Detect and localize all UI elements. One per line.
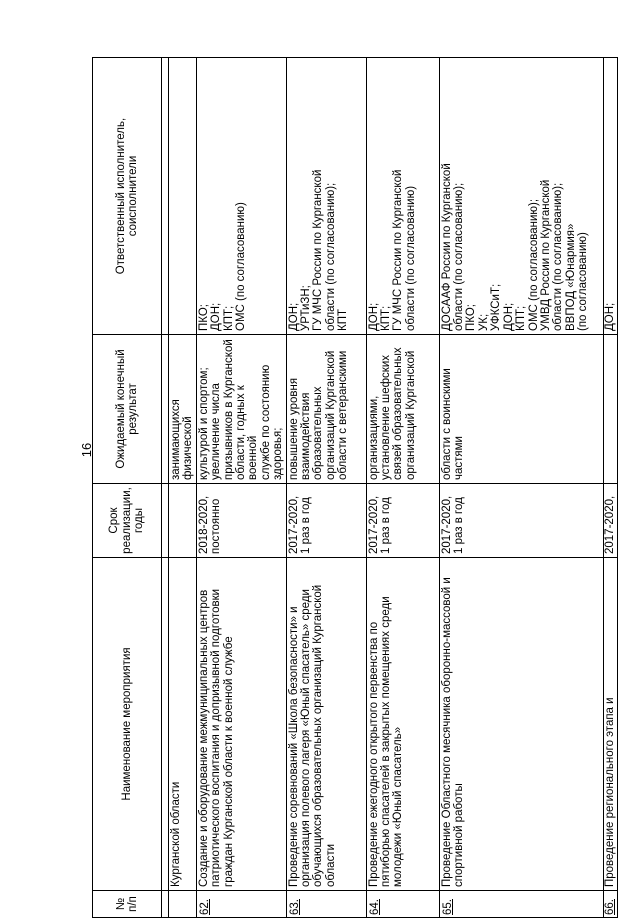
header-event-name: Наименование мероприятия [93,558,162,891]
event-name: Проведение соревнований «Школа безопасности» и организация полевого лагеря «Юный спасатель» среди обучающихся образовательных организаций Курганской области [286,558,366,891]
event-term: 2017-2020, 1 раз в год [366,484,439,558]
event-name: Создание и оборудование межмуниципальных центров патриотического воспитания и допризывной подготовки граждан Курганской области к военной службе [196,558,286,891]
rotated-page [92,58,616,918]
page-number: 16 [79,442,94,458]
event-executors [169,58,197,335]
table-row [169,58,197,918]
events-table [92,57,618,918]
event-name: Курганской области [169,558,197,891]
event-result: занимающихся физической [169,335,197,484]
event-result: культурой и спортом; увеличение числа призывников в Курганской области, годных к военной службе по состоянию здоровья; [196,335,286,484]
table-row [286,58,366,918]
header-term: Срок реализации, годы [93,484,162,558]
row-number: 63. [286,891,366,918]
event-term: 2017-2020, [603,484,617,558]
event-executors: ДОН; КПТ; ГУ МЧС России по Курганской области (по согласованию) [366,58,439,335]
table-row [439,58,603,918]
event-executors: ДОН; [603,58,617,335]
row-number: 64. [366,891,439,918]
event-name: Проведение ежегодного открытого первенства по пятиборью спасателей в закрытых помещениях среди молодежи «Юный спасатель» [366,558,439,891]
row-number [169,891,197,918]
event-result: области с воинскими частями [439,335,603,484]
event-name: Проведение Областного месячника оборонно-массовой и спортивной работы [439,558,603,891]
table-row [603,58,617,918]
spacer-row [162,58,169,918]
event-executors: ДОСААФ России по Курганской области (по согласованию); ПКО; УК; УФКСиТ; ДОН; КПТ; ОМС (по согласованию); УМВД России по Курганской области (по согласованию); ВВПОД «Юнармия» (по согласованию) [439,58,603,335]
header-number: № п/п [93,891,162,918]
event-executors: ПКО; ДОН; КПТ; ОМС (по согласованию) [196,58,286,335]
event-result [603,335,617,484]
row-number: 65. [439,891,603,918]
row-number: 66. [603,891,617,918]
event-result: организациями, установление шефских связей образовательных организаций Курганской [366,335,439,484]
event-result: повышение уровня взаимодействия образовательных организаций Курганской области с ветеранскими [286,335,366,484]
table-header-row [93,58,162,918]
event-executors: ДОН; УРТиЗН; ГУ МЧС России по Курганской области (по согласованию); КПТ [286,58,366,335]
header-executor: Ответственный исполнитель, соисполнители [93,58,162,335]
event-term [169,484,197,558]
event-term: 2018-2020, постоянно [196,484,286,558]
table-row [366,58,439,918]
event-term: 2017-2020, 1 раз в год [439,484,603,558]
table-row [196,58,286,918]
event-term: 2017-2020, 1 раз в год [286,484,366,558]
header-result: Ожидаемый конечный результат [93,335,162,484]
event-name: Проведение регионального этапа и [603,558,617,891]
row-number: 62. [196,891,286,918]
